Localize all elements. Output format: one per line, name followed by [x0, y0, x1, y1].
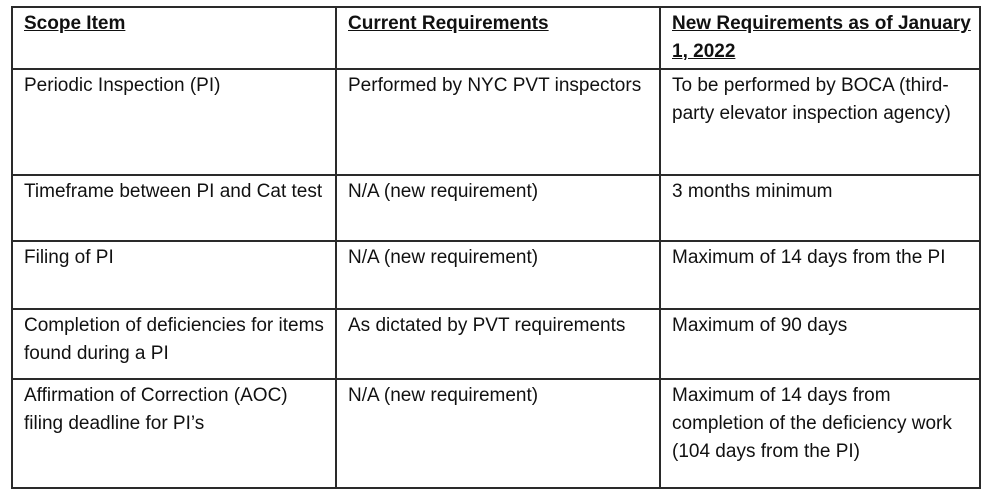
current-requirement-cell: N/A (new requirement)	[336, 379, 660, 488]
scope-item-cell: Filing of PI	[12, 241, 336, 309]
header-current-requirements: Current Requirements	[336, 7, 660, 69]
current-requirement-cell: N/A (new requirement)	[336, 175, 660, 241]
table-row	[12, 241, 980, 309]
requirements-table	[11, 6, 981, 489]
scope-item-cell: Affirmation of Correction (AOC) filing deadline for PI’s	[12, 379, 336, 488]
table-row	[12, 175, 980, 241]
current-requirement-cell: Performed by NYC PVT inspectors	[336, 69, 660, 175]
scope-item-cell: Timeframe between PI and Cat test	[12, 175, 336, 241]
table-row	[12, 379, 980, 488]
current-requirement-cell: As dictated by PVT requirements	[336, 309, 660, 379]
current-requirement-cell: N/A (new requirement)	[336, 241, 660, 309]
header-scope-item: Scope Item	[12, 7, 336, 69]
table-row	[12, 309, 980, 379]
new-requirement-cell: Maximum of 90 days	[660, 309, 980, 379]
new-requirement-cell: 3 months minimum	[660, 175, 980, 241]
table-row	[12, 69, 980, 175]
scope-item-cell: Completion of deficiencies for items found during a PI	[12, 309, 336, 379]
header-new-requirements: New Requirements as of January 1, 2022	[660, 7, 980, 69]
new-requirement-cell: To be performed by BOCA (third-party elevator inspection agency)	[660, 69, 980, 175]
header-row	[12, 7, 980, 69]
new-requirement-cell: Maximum of 14 days from the PI	[660, 241, 980, 309]
new-requirement-cell: Maximum of 14 days from completion of the deficiency work (104 days from the PI)	[660, 379, 980, 488]
scope-item-cell: Periodic Inspection (PI)	[12, 69, 336, 175]
